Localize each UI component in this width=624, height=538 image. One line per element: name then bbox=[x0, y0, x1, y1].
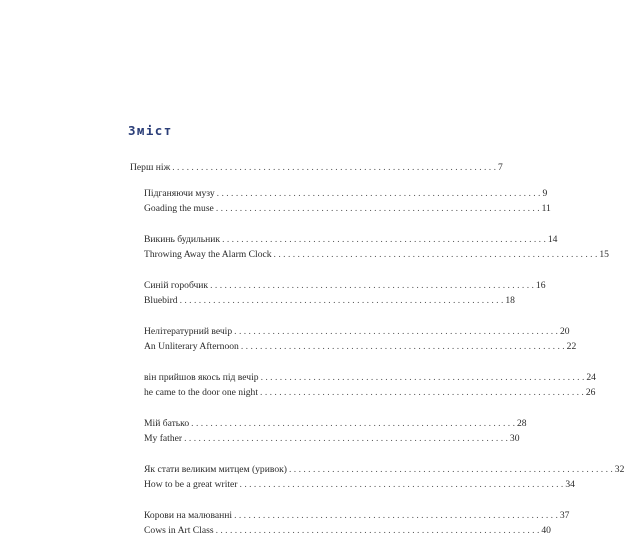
dot-leader bbox=[210, 278, 534, 293]
dot-leader bbox=[216, 523, 540, 538]
toc-entry bbox=[130, 416, 527, 431]
toc-entry-page: 34 bbox=[565, 479, 575, 490]
toc-entry bbox=[130, 324, 570, 339]
toc-entry-title: Викинь будильник bbox=[144, 234, 221, 245]
toc-entry bbox=[130, 431, 520, 446]
toc-entry bbox=[130, 462, 624, 477]
toc-entry-title: An Unliterary Afternoon bbox=[144, 341, 239, 352]
toc-entry-page: 30 bbox=[509, 433, 520, 444]
toc-entry bbox=[130, 370, 596, 385]
dot-leader bbox=[234, 508, 558, 523]
toc-entry bbox=[130, 160, 503, 175]
toc-entry bbox=[130, 293, 515, 308]
dot-leader bbox=[217, 186, 541, 201]
toc-entry-page: 26 bbox=[585, 387, 596, 398]
toc-entry bbox=[130, 201, 551, 216]
toc-entry-page: 24 bbox=[586, 372, 596, 383]
toc-entry-page: 11 bbox=[541, 203, 551, 214]
toc-entry bbox=[130, 339, 577, 354]
toc-entry-title: Bluebird bbox=[144, 295, 178, 306]
toc-entry bbox=[130, 247, 609, 262]
toc-entry-title: My father bbox=[144, 433, 183, 444]
toc-entry-title: Goading the muse bbox=[144, 203, 214, 214]
toc-entry-page: 14 bbox=[547, 234, 558, 245]
dot-leader bbox=[260, 385, 584, 400]
toc-entry-title: Throwing Away the Alarm Clock bbox=[144, 249, 272, 260]
dot-leader bbox=[274, 247, 598, 262]
dot-leader bbox=[222, 232, 546, 247]
toc-entry bbox=[130, 477, 575, 492]
dot-leader bbox=[234, 324, 558, 339]
toc-entry-title: Перш ніж bbox=[130, 162, 171, 173]
dot-leader bbox=[191, 416, 515, 431]
toc-entry bbox=[130, 523, 551, 538]
toc-entry bbox=[130, 186, 548, 201]
dot-leader bbox=[289, 462, 613, 477]
toc-entry-page: 15 bbox=[599, 249, 609, 260]
toc-entry-page: 16 bbox=[535, 280, 546, 291]
toc-entry-title: він прийшов якось під вечір bbox=[144, 372, 259, 383]
toc-entry bbox=[130, 385, 596, 400]
toc-entry-title: Підганяючи музу bbox=[144, 188, 215, 199]
toc-entry bbox=[130, 232, 558, 247]
dot-leader bbox=[241, 339, 565, 354]
toc-entry-title: Cows in Art Class bbox=[144, 525, 214, 536]
toc-entry-page: 32 bbox=[614, 464, 624, 475]
toc-entry-title: Корови на малюванні bbox=[144, 510, 233, 521]
toc-entry-title: How to be a great writer bbox=[144, 479, 238, 490]
toc-entry-page: 22 bbox=[566, 341, 577, 352]
table-of-contents bbox=[130, 160, 624, 538]
toc-entry-title: Як стати великим митцем (уривок) bbox=[144, 464, 287, 475]
dot-leader bbox=[261, 370, 585, 385]
toc-entry bbox=[130, 278, 546, 293]
dot-leader bbox=[172, 160, 496, 175]
toc-entry-page: 18 bbox=[505, 295, 515, 306]
toc-entry-page: 37 bbox=[559, 510, 570, 521]
dot-leader bbox=[180, 293, 504, 308]
toc-entry-title: Мій батько bbox=[144, 418, 190, 429]
toc-entry-title: Нелітературний вечір bbox=[144, 326, 233, 337]
page-title: Зміст bbox=[128, 123, 173, 138]
toc-entry-page: 9 bbox=[542, 188, 548, 199]
toc-entry-title: he came to the door one night bbox=[144, 387, 259, 398]
toc-entry-page: 20 bbox=[559, 326, 570, 337]
dot-leader bbox=[240, 477, 564, 492]
toc-entry-page: 7 bbox=[498, 162, 503, 173]
dot-leader bbox=[184, 431, 508, 446]
toc-entry bbox=[130, 508, 570, 523]
toc-entry-title: Синій горобчик bbox=[144, 280, 209, 291]
toc-entry-page: 28 bbox=[516, 418, 527, 429]
toc-entry-page: 40 bbox=[541, 525, 551, 536]
dot-leader bbox=[216, 201, 540, 216]
